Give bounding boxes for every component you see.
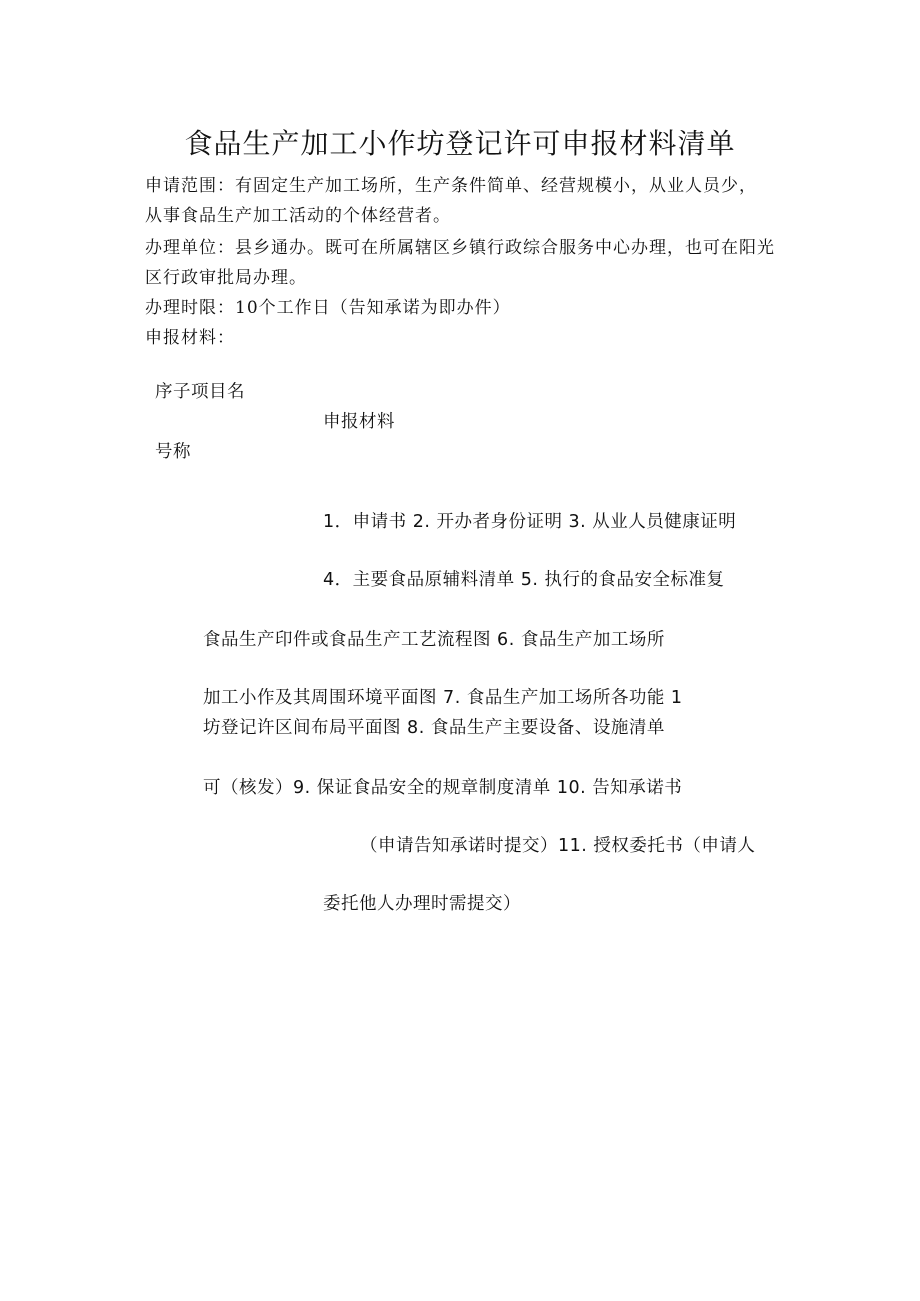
table-row: 1．申请书 2. 开办者身份证明 3. 从业人员健康证明 (323, 512, 737, 532)
scope-line-2: 从事食品生产加工活动的个体经营者。 (145, 206, 451, 226)
table-header-index-name-bottom: 号称 (155, 442, 191, 462)
scope-line-1: 申请范围：有固定生产加工场所，生产条件简单、经营规模小，从业人员少， (145, 176, 757, 196)
table-row: （申请告知承诺时提交）11. 授权委托书（申请人 (360, 836, 756, 856)
unit-line-2: 区行政审批局办理。 (145, 268, 307, 288)
table-row: 加工小作及其周围环境平面图 7. 食品生产加工场所各功能 1 (203, 688, 683, 708)
table-header-index-name-top: 序子项目名 (155, 382, 245, 402)
table-row: 4．主要食品原辅料清单 5. 执行的食品安全标准复 (323, 570, 725, 590)
table-row: 食品生产印件或食品生产工艺流程图 6. 食品生产加工场所 (203, 630, 665, 650)
unit-line-1: 办理单位：县乡通办。既可在所属辖区乡镇行政综合服务中心办理，也可在阳光 (145, 238, 775, 258)
table-row: 可（核发）9. 保证食品安全的规章制度清单 10. 告知承诺书 (203, 778, 683, 798)
table-row: 坊登记许区间布局平面图 8. 食品生产主要设备、设施清单 (203, 718, 665, 738)
table-row: 委托他人办理时需提交） (323, 894, 521, 914)
table-header-materials: 申报材料 (323, 412, 395, 432)
materials-label: 申报材料： (145, 328, 235, 348)
page-title: 食品生产加工小作坊登记许可申报材料清单 (184, 127, 736, 160)
time-limit: 办理时限：10个工作日（告知承诺为即办件） (145, 298, 511, 318)
